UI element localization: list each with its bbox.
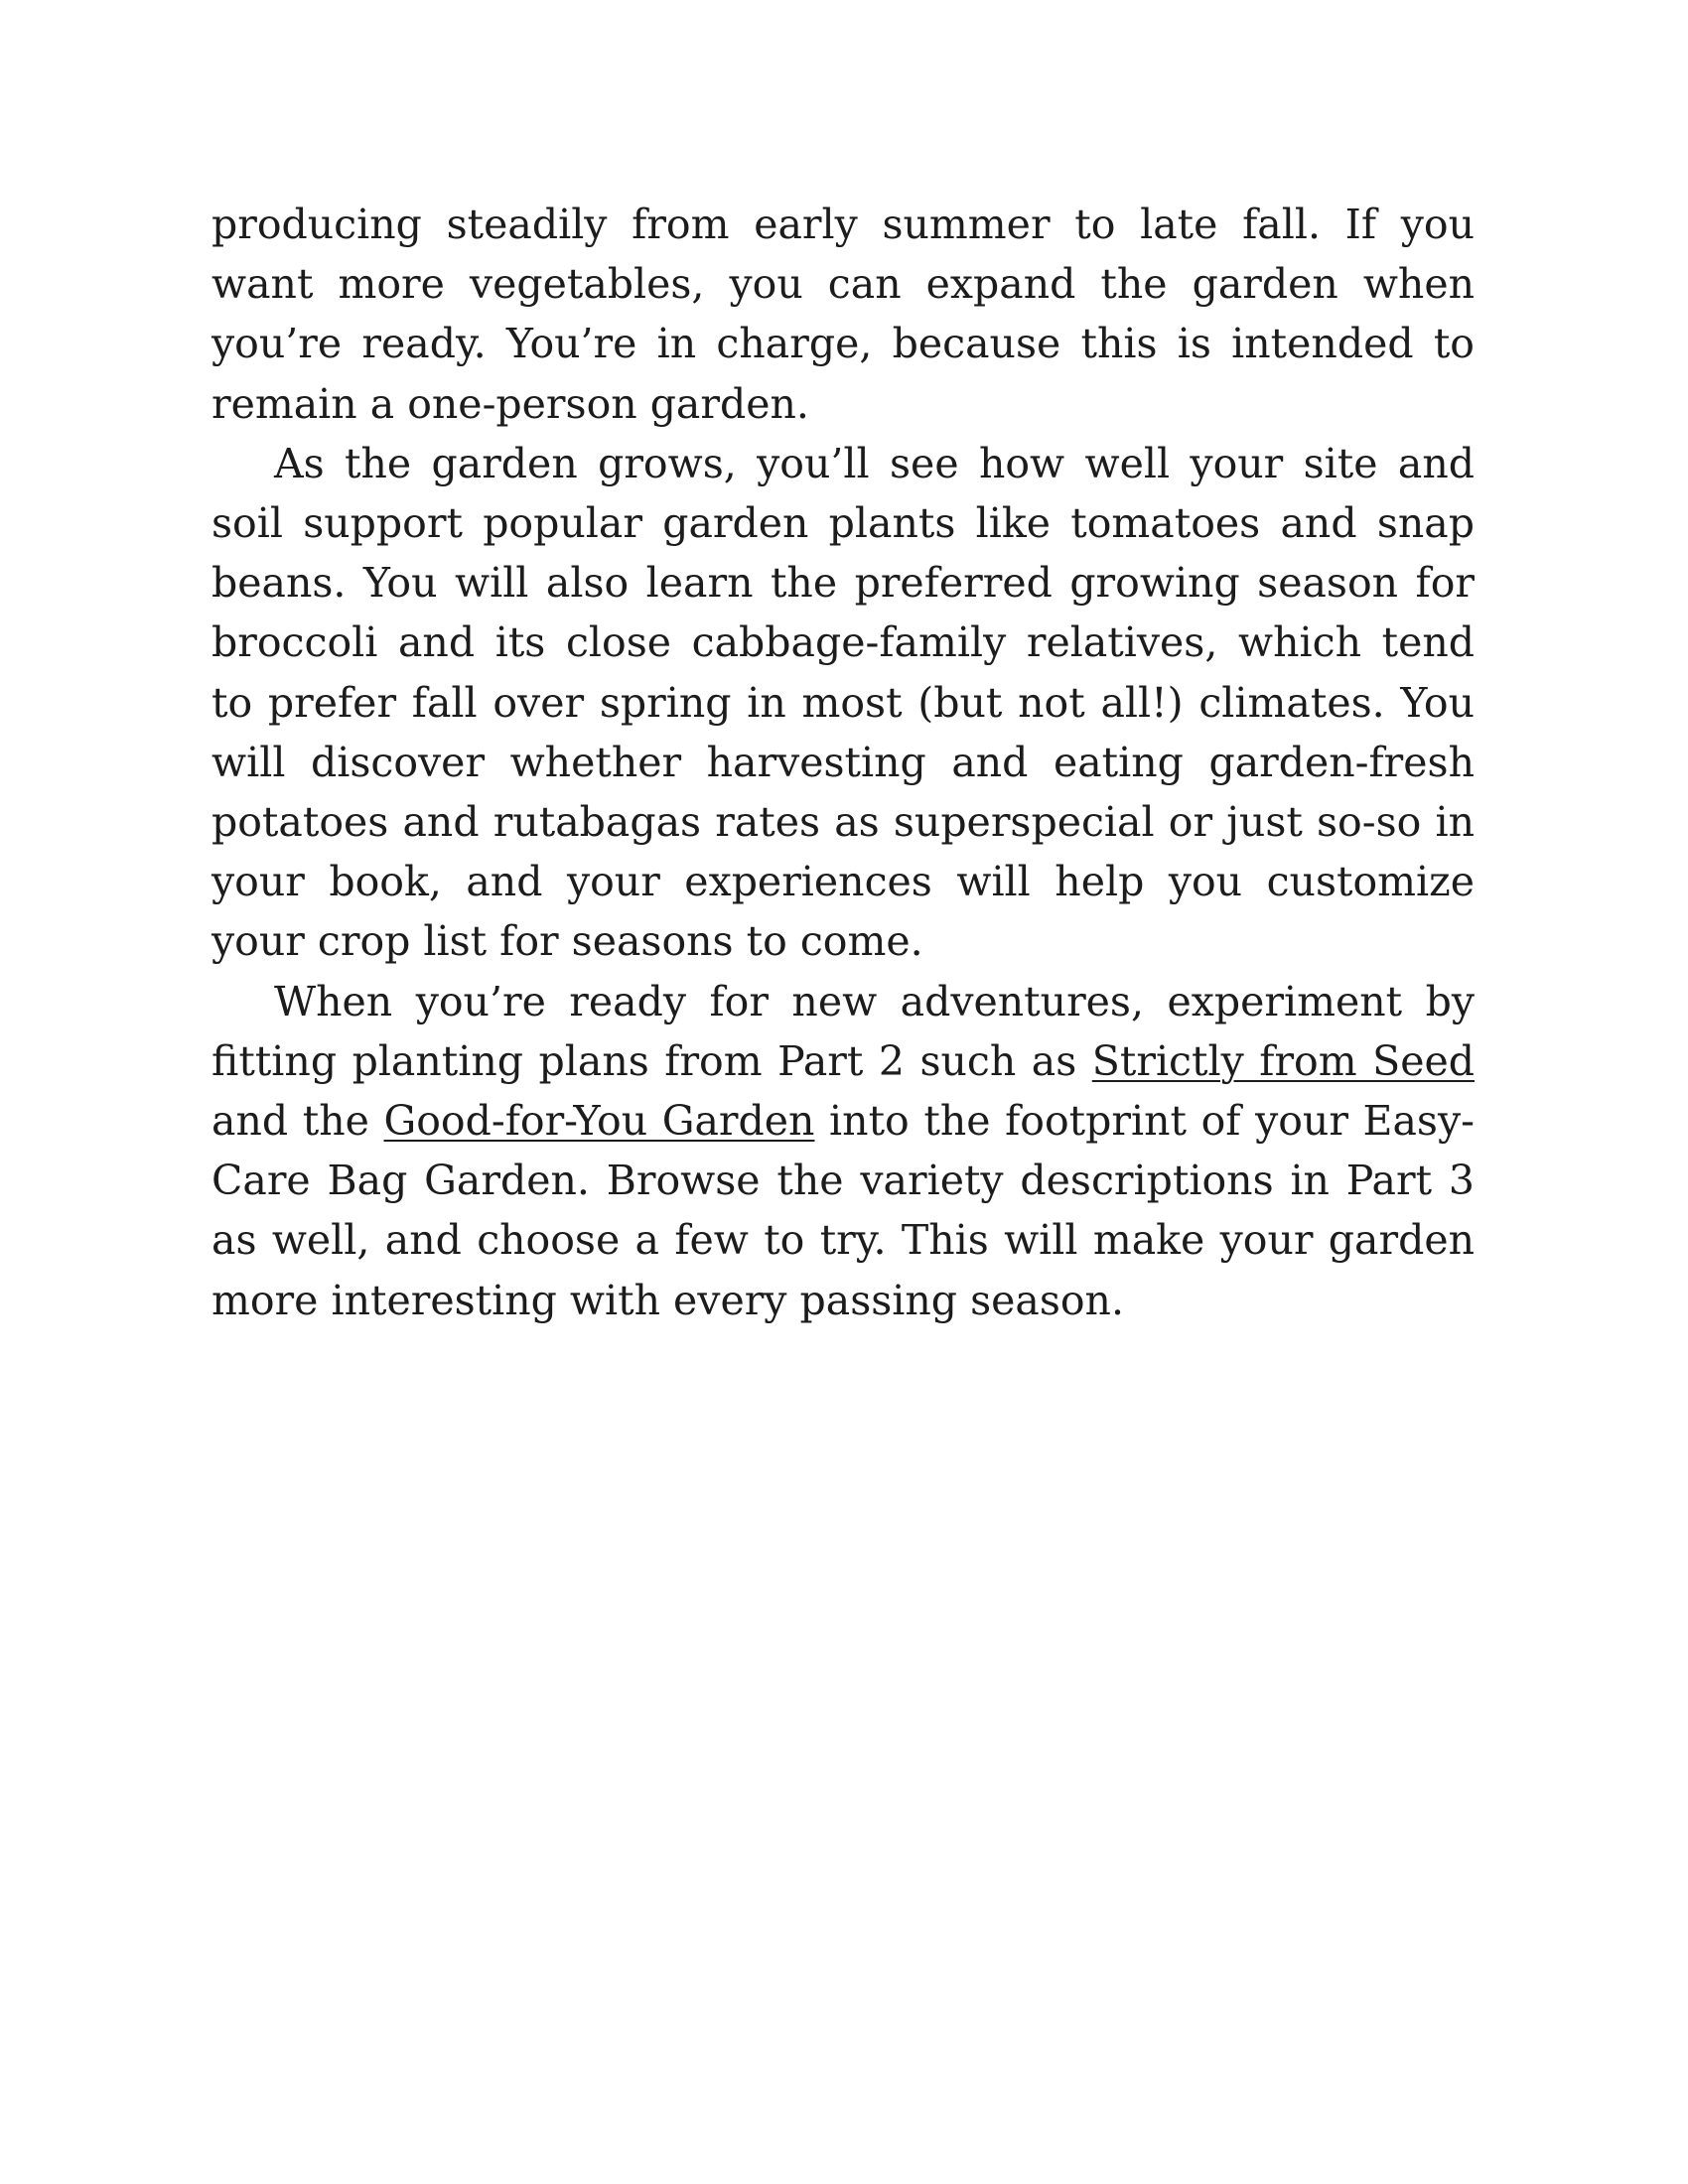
paragraph-garden-grows: As the garden grows, you’ll see how well your site and soil support popular garden plants like tomatoes and snap beans. You will also learn the preferred growing season for broccoli and its close cabbage-family relatives, which tend to prefer fall over spring in most (but not all!) climates. You will discover whether harvesting and eating garden-fresh potatoes and rutabagas rates as superspecial or just so-so in your book, and your experiences will help you customize your crop list for seasons to come. (211, 439, 1475, 966)
page-body (211, 195, 1475, 1330)
paragraph-text-segment: into the footprint of your Easy-Care Bag Garden. Browse the variety descriptions in Part 3 as well, and choose a few to try. This will make your garden more interesting with every passing season. (211, 1097, 1475, 1324)
paragraph-text-segment: and the (211, 1097, 384, 1146)
paragraph-text-segment: When you’re ready for new adventures, experiment by fitting planting plans from Part 2 such as (211, 977, 1475, 1085)
link-good-for-you-garden[interactable]: Good-for-You Garden (383, 1097, 815, 1146)
link-strictly-from-seed[interactable]: Strictly from Seed (1091, 1036, 1475, 1085)
paragraph-new-adventures (211, 972, 1475, 1330)
paragraph-continuation: producing steadily from early summer to late fall. If you want more vegetables, you can expand the garden when you’re ready. You’re in charge, because this is intended to remain a one-person garden. (211, 201, 1475, 428)
